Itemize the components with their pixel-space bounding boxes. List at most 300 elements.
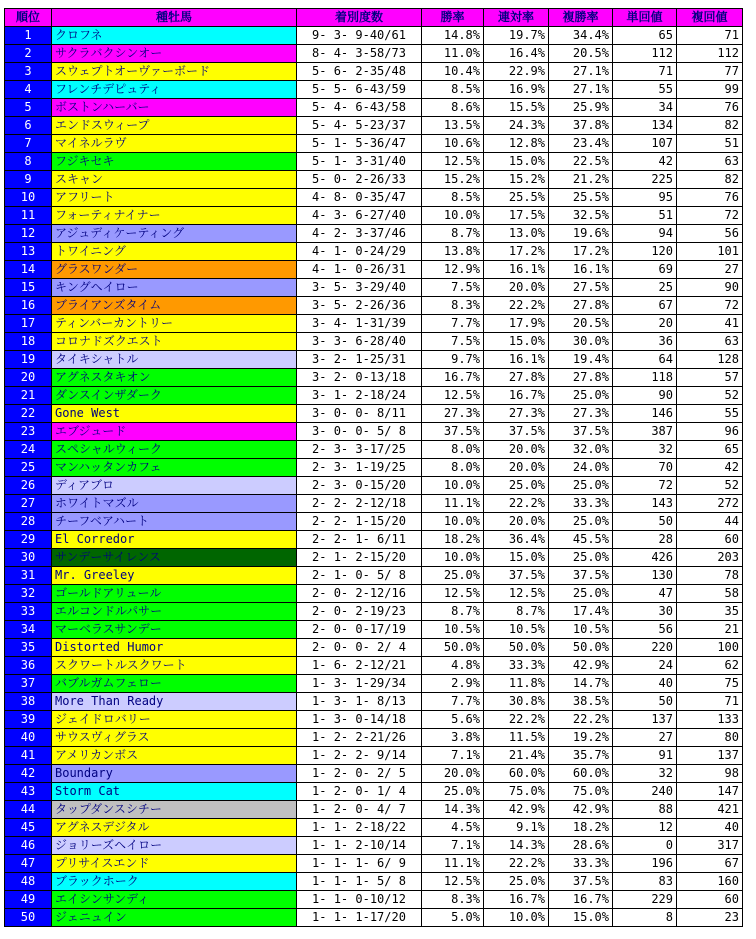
record-cell[interactable]: 4- 3- 6-27/40 — [297, 207, 422, 225]
place-rate-cell[interactable]: 36.4% — [484, 531, 549, 549]
rank-cell[interactable]: 7 — [5, 135, 52, 153]
rank-cell[interactable]: 49 — [5, 891, 52, 909]
record-cell[interactable]: 1- 3- 1- 8/13 — [297, 693, 422, 711]
show-rate-cell[interactable]: 60.0% — [549, 765, 613, 783]
show-return-cell[interactable]: 52 — [677, 387, 743, 405]
rank-cell[interactable]: 24 — [5, 441, 52, 459]
record-cell[interactable]: 1- 1- 2-10/14 — [297, 837, 422, 855]
show-return-cell[interactable]: 57 — [677, 369, 743, 387]
show-rate-cell[interactable]: 25.0% — [549, 585, 613, 603]
record-cell[interactable]: 4- 1- 0-24/29 — [297, 243, 422, 261]
win-return-cell[interactable]: 143 — [613, 495, 677, 513]
place-rate-cell[interactable]: 22.2% — [484, 495, 549, 513]
win-rate-cell[interactable]: 18.2% — [422, 531, 484, 549]
rank-cell[interactable]: 39 — [5, 711, 52, 729]
place-rate-cell[interactable]: 19.7% — [484, 27, 549, 45]
win-rate-cell[interactable]: 25.0% — [422, 783, 484, 801]
rank-cell[interactable]: 38 — [5, 693, 52, 711]
show-rate-cell[interactable]: 27.8% — [549, 297, 613, 315]
record-cell[interactable]: 4- 2- 3-37/46 — [297, 225, 422, 243]
place-rate-cell[interactable]: 9.1% — [484, 819, 549, 837]
show-return-cell[interactable]: 82 — [677, 117, 743, 135]
record-cell[interactable]: 1- 2- 0- 1/ 4 — [297, 783, 422, 801]
show-rate-cell[interactable]: 25.0% — [549, 477, 613, 495]
show-rate-cell[interactable]: 37.8% — [549, 117, 613, 135]
show-return-cell[interactable]: 52 — [677, 477, 743, 495]
place-rate-cell[interactable]: 75.0% — [484, 783, 549, 801]
place-rate-cell[interactable]: 27.8% — [484, 369, 549, 387]
show-rate-cell[interactable]: 42.9% — [549, 801, 613, 819]
win-return-cell[interactable]: 88 — [613, 801, 677, 819]
win-rate-cell[interactable]: 10.0% — [422, 477, 484, 495]
show-rate-cell[interactable]: 21.2% — [549, 171, 613, 189]
show-rate-cell[interactable]: 22.2% — [549, 711, 613, 729]
rank-cell[interactable]: 5 — [5, 99, 52, 117]
stallion-name-cell[interactable]: マンハッタンカフェ — [52, 459, 297, 477]
show-rate-cell[interactable]: 19.2% — [549, 729, 613, 747]
place-rate-cell[interactable]: 17.2% — [484, 243, 549, 261]
record-cell[interactable]: 3- 3- 6-28/40 — [297, 333, 422, 351]
stallion-name-cell[interactable]: ダンスインザダーク — [52, 387, 297, 405]
win-return-cell[interactable]: 229 — [613, 891, 677, 909]
show-return-cell[interactable]: 76 — [677, 189, 743, 207]
record-cell[interactable]: 2- 3- 1-19/25 — [297, 459, 422, 477]
stallion-name-cell[interactable]: Storm Cat — [52, 783, 297, 801]
stallion-name-cell[interactable]: エブジュード — [52, 423, 297, 441]
win-return-cell[interactable]: 137 — [613, 711, 677, 729]
win-return-cell[interactable]: 42 — [613, 153, 677, 171]
show-rate-cell[interactable]: 27.5% — [549, 279, 613, 297]
place-rate-cell[interactable]: 16.4% — [484, 45, 549, 63]
win-return-cell[interactable]: 12 — [613, 819, 677, 837]
place-rate-cell[interactable]: 25.5% — [484, 189, 549, 207]
win-rate-cell[interactable]: 8.3% — [422, 891, 484, 909]
show-return-cell[interactable]: 75 — [677, 675, 743, 693]
win-return-cell[interactable]: 134 — [613, 117, 677, 135]
rank-cell[interactable]: 15 — [5, 279, 52, 297]
show-return-cell[interactable]: 63 — [677, 153, 743, 171]
win-rate-cell[interactable]: 11.1% — [422, 495, 484, 513]
rank-cell[interactable]: 13 — [5, 243, 52, 261]
win-rate-cell[interactable]: 3.8% — [422, 729, 484, 747]
record-cell[interactable]: 3- 2- 1-25/31 — [297, 351, 422, 369]
show-rate-cell[interactable]: 25.5% — [549, 189, 613, 207]
win-return-cell[interactable]: 118 — [613, 369, 677, 387]
stallion-name-cell[interactable]: ブライアンズタイム — [52, 297, 297, 315]
record-cell[interactable]: 3- 4- 1-31/39 — [297, 315, 422, 333]
place-rate-cell[interactable]: 21.4% — [484, 747, 549, 765]
rank-cell[interactable]: 23 — [5, 423, 52, 441]
rank-cell[interactable]: 4 — [5, 81, 52, 99]
rank-cell[interactable]: 16 — [5, 297, 52, 315]
win-rate-cell[interactable]: 7.5% — [422, 333, 484, 351]
stallion-name-cell[interactable]: チーフベアハート — [52, 513, 297, 531]
place-rate-cell[interactable]: 8.7% — [484, 603, 549, 621]
win-rate-cell[interactable]: 25.0% — [422, 567, 484, 585]
stallion-name-cell[interactable]: クロフネ — [52, 27, 297, 45]
place-rate-cell[interactable]: 11.5% — [484, 729, 549, 747]
stallion-name-cell[interactable]: プリサイスエンド — [52, 855, 297, 873]
win-return-cell[interactable]: 51 — [613, 207, 677, 225]
stallion-name-cell[interactable]: アジュディケーティング — [52, 225, 297, 243]
show-return-cell[interactable]: 21 — [677, 621, 743, 639]
place-rate-cell[interactable]: 60.0% — [484, 765, 549, 783]
show-return-cell[interactable]: 98 — [677, 765, 743, 783]
place-rate-cell[interactable]: 37.5% — [484, 423, 549, 441]
place-rate-cell[interactable]: 15.0% — [484, 333, 549, 351]
rank-cell[interactable]: 40 — [5, 729, 52, 747]
show-rate-cell[interactable]: 27.1% — [549, 81, 613, 99]
rank-cell[interactable]: 29 — [5, 531, 52, 549]
win-return-cell[interactable]: 146 — [613, 405, 677, 423]
rank-cell[interactable]: 30 — [5, 549, 52, 567]
stallion-name-cell[interactable]: コロナドズクエスト — [52, 333, 297, 351]
stallion-name-cell[interactable]: サンデーサイレンス — [52, 549, 297, 567]
stallion-name-cell[interactable]: サウスヴィグラス — [52, 729, 297, 747]
record-cell[interactable]: 4- 1- 0-26/31 — [297, 261, 422, 279]
stallion-name-cell[interactable]: ジェニュイン — [52, 909, 297, 927]
record-cell[interactable]: 2- 3- 3-17/25 — [297, 441, 422, 459]
win-rate-cell[interactable]: 8.6% — [422, 99, 484, 117]
show-return-cell[interactable]: 90 — [677, 279, 743, 297]
stallion-name-cell[interactable]: Gone West — [52, 405, 297, 423]
record-cell[interactable]: 1- 1- 1- 5/ 8 — [297, 873, 422, 891]
header-stallion[interactable]: 種牡馬 — [52, 9, 297, 27]
stallion-name-cell[interactable]: ボストンハーバー — [52, 99, 297, 117]
stallion-name-cell[interactable]: タップダンスシチー — [52, 801, 297, 819]
rank-cell[interactable]: 43 — [5, 783, 52, 801]
record-cell[interactable]: 8- 4- 3-58/73 — [297, 45, 422, 63]
record-cell[interactable]: 1- 2- 0- 4/ 7 — [297, 801, 422, 819]
show-return-cell[interactable]: 272 — [677, 495, 743, 513]
record-cell[interactable]: 1- 2- 2-21/26 — [297, 729, 422, 747]
rank-cell[interactable]: 1 — [5, 27, 52, 45]
record-cell[interactable]: 2- 0- 2-19/23 — [297, 603, 422, 621]
show-return-cell[interactable]: 147 — [677, 783, 743, 801]
win-return-cell[interactable]: 90 — [613, 387, 677, 405]
win-return-cell[interactable]: 225 — [613, 171, 677, 189]
record-cell[interactable]: 5- 1- 3-31/40 — [297, 153, 422, 171]
show-rate-cell[interactable]: 27.3% — [549, 405, 613, 423]
record-cell[interactable]: 3- 0- 0- 5/ 8 — [297, 423, 422, 441]
show-rate-cell[interactable]: 50.0% — [549, 639, 613, 657]
win-return-cell[interactable]: 34 — [613, 99, 677, 117]
stallion-name-cell[interactable]: マーベラスサンデー — [52, 621, 297, 639]
show-rate-cell[interactable]: 27.1% — [549, 63, 613, 81]
record-cell[interactable]: 5- 5- 6-43/59 — [297, 81, 422, 99]
stallion-name-cell[interactable]: トワイニング — [52, 243, 297, 261]
win-return-cell[interactable]: 27 — [613, 729, 677, 747]
show-return-cell[interactable]: 77 — [677, 63, 743, 81]
win-return-cell[interactable]: 426 — [613, 549, 677, 567]
win-rate-cell[interactable]: 12.5% — [422, 387, 484, 405]
show-return-cell[interactable]: 101 — [677, 243, 743, 261]
win-rate-cell[interactable]: 7.5% — [422, 279, 484, 297]
win-rate-cell[interactable]: 10.5% — [422, 621, 484, 639]
show-return-cell[interactable]: 112 — [677, 45, 743, 63]
rank-cell[interactable]: 48 — [5, 873, 52, 891]
rank-cell[interactable]: 22 — [5, 405, 52, 423]
show-rate-cell[interactable]: 19.4% — [549, 351, 613, 369]
stallion-name-cell[interactable]: ジョリーズヘイロー — [52, 837, 297, 855]
place-rate-cell[interactable]: 20.0% — [484, 441, 549, 459]
show-return-cell[interactable]: 40 — [677, 819, 743, 837]
win-rate-cell[interactable]: 7.7% — [422, 315, 484, 333]
win-return-cell[interactable]: 32 — [613, 765, 677, 783]
win-rate-cell[interactable]: 8.7% — [422, 603, 484, 621]
rank-cell[interactable]: 6 — [5, 117, 52, 135]
place-rate-cell[interactable]: 33.3% — [484, 657, 549, 675]
show-rate-cell[interactable]: 17.2% — [549, 243, 613, 261]
win-rate-cell[interactable]: 8.5% — [422, 189, 484, 207]
win-rate-cell[interactable]: 10.6% — [422, 135, 484, 153]
win-rate-cell[interactable]: 8.3% — [422, 297, 484, 315]
show-return-cell[interactable]: 58 — [677, 585, 743, 603]
win-return-cell[interactable]: 0 — [613, 837, 677, 855]
show-return-cell[interactable]: 96 — [677, 423, 743, 441]
win-return-cell[interactable]: 25 — [613, 279, 677, 297]
win-return-cell[interactable]: 95 — [613, 189, 677, 207]
show-return-cell[interactable]: 82 — [677, 171, 743, 189]
show-rate-cell[interactable]: 25.0% — [549, 387, 613, 405]
place-rate-cell[interactable]: 27.3% — [484, 405, 549, 423]
record-cell[interactable]: 1- 6- 2-12/21 — [297, 657, 422, 675]
show-rate-cell[interactable]: 27.8% — [549, 369, 613, 387]
win-return-cell[interactable]: 94 — [613, 225, 677, 243]
show-rate-cell[interactable]: 37.5% — [549, 423, 613, 441]
rank-cell[interactable]: 44 — [5, 801, 52, 819]
place-rate-cell[interactable]: 22.2% — [484, 711, 549, 729]
rank-cell[interactable]: 11 — [5, 207, 52, 225]
show-return-cell[interactable]: 137 — [677, 747, 743, 765]
win-return-cell[interactable]: 83 — [613, 873, 677, 891]
stallion-name-cell[interactable]: ゴールドアリュール — [52, 585, 297, 603]
rank-cell[interactable]: 10 — [5, 189, 52, 207]
win-return-cell[interactable]: 20 — [613, 315, 677, 333]
record-cell[interactable]: 1- 1- 1-17/20 — [297, 909, 422, 927]
record-cell[interactable]: 2- 2- 1-15/20 — [297, 513, 422, 531]
rank-cell[interactable]: 17 — [5, 315, 52, 333]
place-rate-cell[interactable]: 50.0% — [484, 639, 549, 657]
win-rate-cell[interactable]: 4.8% — [422, 657, 484, 675]
rank-cell[interactable]: 18 — [5, 333, 52, 351]
rank-cell[interactable]: 26 — [5, 477, 52, 495]
show-return-cell[interactable]: 80 — [677, 729, 743, 747]
show-return-cell[interactable]: 160 — [677, 873, 743, 891]
stallion-name-cell[interactable]: El Corredor — [52, 531, 297, 549]
win-return-cell[interactable]: 69 — [613, 261, 677, 279]
place-rate-cell[interactable]: 12.5% — [484, 585, 549, 603]
rank-cell[interactable]: 37 — [5, 675, 52, 693]
show-return-cell[interactable]: 65 — [677, 441, 743, 459]
show-return-cell[interactable]: 421 — [677, 801, 743, 819]
stallion-name-cell[interactable]: フレンチデピュティ — [52, 81, 297, 99]
place-rate-cell[interactable]: 20.0% — [484, 513, 549, 531]
show-rate-cell[interactable]: 14.7% — [549, 675, 613, 693]
show-rate-cell[interactable]: 25.9% — [549, 99, 613, 117]
record-cell[interactable]: 1- 2- 2- 9/14 — [297, 747, 422, 765]
record-cell[interactable]: 5- 1- 5-36/47 — [297, 135, 422, 153]
win-rate-cell[interactable]: 16.7% — [422, 369, 484, 387]
win-return-cell[interactable]: 196 — [613, 855, 677, 873]
rank-cell[interactable]: 25 — [5, 459, 52, 477]
header-win-return[interactable]: 単回値 — [613, 9, 677, 27]
place-rate-cell[interactable]: 12.8% — [484, 135, 549, 153]
win-return-cell[interactable]: 71 — [613, 63, 677, 81]
show-rate-cell[interactable]: 20.5% — [549, 315, 613, 333]
place-rate-cell[interactable]: 17.9% — [484, 315, 549, 333]
win-rate-cell[interactable]: 7.1% — [422, 747, 484, 765]
place-rate-cell[interactable]: 11.8% — [484, 675, 549, 693]
show-return-cell[interactable]: 60 — [677, 531, 743, 549]
win-rate-cell[interactable]: 2.9% — [422, 675, 484, 693]
show-return-cell[interactable]: 63 — [677, 333, 743, 351]
place-rate-cell[interactable]: 16.9% — [484, 81, 549, 99]
show-rate-cell[interactable]: 37.5% — [549, 567, 613, 585]
show-return-cell[interactable]: 71 — [677, 27, 743, 45]
header-rank[interactable]: 順位 — [5, 9, 52, 27]
win-rate-cell[interactable]: 8.0% — [422, 459, 484, 477]
win-rate-cell[interactable]: 10.4% — [422, 63, 484, 81]
place-rate-cell[interactable]: 17.5% — [484, 207, 549, 225]
show-rate-cell[interactable]: 32.5% — [549, 207, 613, 225]
place-rate-cell[interactable]: 15.2% — [484, 171, 549, 189]
stallion-name-cell[interactable]: スウェプトオーヴァーボード — [52, 63, 297, 81]
stallion-name-cell[interactable]: Boundary — [52, 765, 297, 783]
win-rate-cell[interactable]: 14.8% — [422, 27, 484, 45]
win-return-cell[interactable]: 47 — [613, 585, 677, 603]
record-cell[interactable]: 2- 1- 2-15/20 — [297, 549, 422, 567]
stallion-name-cell[interactable]: スペシャルウィーク — [52, 441, 297, 459]
show-rate-cell[interactable]: 75.0% — [549, 783, 613, 801]
rank-cell[interactable]: 33 — [5, 603, 52, 621]
rank-cell[interactable]: 50 — [5, 909, 52, 927]
record-cell[interactable]: 2- 3- 0-15/20 — [297, 477, 422, 495]
show-rate-cell[interactable]: 45.5% — [549, 531, 613, 549]
win-rate-cell[interactable]: 12.5% — [422, 585, 484, 603]
win-return-cell[interactable]: 24 — [613, 657, 677, 675]
rank-cell[interactable]: 41 — [5, 747, 52, 765]
stallion-name-cell[interactable]: エイシンサンディ — [52, 891, 297, 909]
show-rate-cell[interactable]: 17.4% — [549, 603, 613, 621]
show-rate-cell[interactable]: 25.0% — [549, 549, 613, 567]
rank-cell[interactable]: 21 — [5, 387, 52, 405]
place-rate-cell[interactable]: 10.0% — [484, 909, 549, 927]
win-rate-cell[interactable]: 9.7% — [422, 351, 484, 369]
win-rate-cell[interactable]: 8.5% — [422, 81, 484, 99]
win-return-cell[interactable]: 120 — [613, 243, 677, 261]
win-rate-cell[interactable]: 13.5% — [422, 117, 484, 135]
place-rate-cell[interactable]: 20.0% — [484, 279, 549, 297]
win-rate-cell[interactable]: 4.5% — [422, 819, 484, 837]
rank-cell[interactable]: 28 — [5, 513, 52, 531]
stallion-name-cell[interactable]: スキャン — [52, 171, 297, 189]
record-cell[interactable]: 9- 3- 9-40/61 — [297, 27, 422, 45]
header-place-rate[interactable]: 連対率 — [484, 9, 549, 27]
place-rate-cell[interactable]: 22.9% — [484, 63, 549, 81]
stallion-name-cell[interactable]: フォーティナイナー — [52, 207, 297, 225]
rank-cell[interactable]: 14 — [5, 261, 52, 279]
place-rate-cell[interactable]: 25.0% — [484, 873, 549, 891]
record-cell[interactable]: 4- 8- 0-35/47 — [297, 189, 422, 207]
record-cell[interactable]: 2- 1- 0- 5/ 8 — [297, 567, 422, 585]
stallion-name-cell[interactable]: フジキセキ — [52, 153, 297, 171]
win-rate-cell[interactable]: 50.0% — [422, 639, 484, 657]
show-return-cell[interactable]: 27 — [677, 261, 743, 279]
show-rate-cell[interactable]: 24.0% — [549, 459, 613, 477]
place-rate-cell[interactable]: 30.8% — [484, 693, 549, 711]
win-return-cell[interactable]: 30 — [613, 603, 677, 621]
win-rate-cell[interactable]: 37.5% — [422, 423, 484, 441]
win-return-cell[interactable]: 64 — [613, 351, 677, 369]
show-return-cell[interactable]: 71 — [677, 693, 743, 711]
win-return-cell[interactable]: 36 — [613, 333, 677, 351]
place-rate-cell[interactable]: 14.3% — [484, 837, 549, 855]
stallion-name-cell[interactable]: Mr. Greeley — [52, 567, 297, 585]
stallion-name-cell[interactable]: サクラバクシンオー — [52, 45, 297, 63]
win-rate-cell[interactable]: 5.6% — [422, 711, 484, 729]
win-return-cell[interactable]: 40 — [613, 675, 677, 693]
place-rate-cell[interactable]: 22.2% — [484, 855, 549, 873]
rank-cell[interactable]: 3 — [5, 63, 52, 81]
record-cell[interactable]: 2- 0- 2-12/16 — [297, 585, 422, 603]
win-return-cell[interactable]: 91 — [613, 747, 677, 765]
place-rate-cell[interactable]: 15.0% — [484, 549, 549, 567]
stallion-name-cell[interactable]: ディアブロ — [52, 477, 297, 495]
show-rate-cell[interactable]: 33.3% — [549, 855, 613, 873]
rank-cell[interactable]: 46 — [5, 837, 52, 855]
show-return-cell[interactable]: 72 — [677, 297, 743, 315]
win-rate-cell[interactable]: 15.2% — [422, 171, 484, 189]
win-return-cell[interactable]: 387 — [613, 423, 677, 441]
show-return-cell[interactable]: 67 — [677, 855, 743, 873]
stallion-name-cell[interactable]: ブラックホーク — [52, 873, 297, 891]
place-rate-cell[interactable]: 13.0% — [484, 225, 549, 243]
show-rate-cell[interactable]: 22.5% — [549, 153, 613, 171]
rank-cell[interactable]: 34 — [5, 621, 52, 639]
win-return-cell[interactable]: 130 — [613, 567, 677, 585]
place-rate-cell[interactable]: 16.1% — [484, 351, 549, 369]
header-show-rate[interactable]: 複勝率 — [549, 9, 613, 27]
place-rate-cell[interactable]: 37.5% — [484, 567, 549, 585]
record-cell[interactable]: 1- 3- 1-29/34 — [297, 675, 422, 693]
show-rate-cell[interactable]: 19.6% — [549, 225, 613, 243]
show-return-cell[interactable]: 76 — [677, 99, 743, 117]
place-rate-cell[interactable]: 24.3% — [484, 117, 549, 135]
place-rate-cell[interactable]: 15.5% — [484, 99, 549, 117]
record-cell[interactable]: 3- 1- 2-18/24 — [297, 387, 422, 405]
rank-cell[interactable]: 12 — [5, 225, 52, 243]
rank-cell[interactable]: 2 — [5, 45, 52, 63]
place-rate-cell[interactable]: 16.1% — [484, 261, 549, 279]
win-rate-cell[interactable]: 12.9% — [422, 261, 484, 279]
stallion-name-cell[interactable]: エンドスウィープ — [52, 117, 297, 135]
record-cell[interactable]: 3- 0- 0- 8/11 — [297, 405, 422, 423]
stallion-name-cell[interactable]: ホワイトマズル — [52, 495, 297, 513]
place-rate-cell[interactable]: 15.0% — [484, 153, 549, 171]
place-rate-cell[interactable]: 20.0% — [484, 459, 549, 477]
show-rate-cell[interactable]: 18.2% — [549, 819, 613, 837]
show-return-cell[interactable]: 133 — [677, 711, 743, 729]
place-rate-cell[interactable]: 10.5% — [484, 621, 549, 639]
win-rate-cell[interactable]: 14.3% — [422, 801, 484, 819]
record-cell[interactable]: 1- 1- 0-10/12 — [297, 891, 422, 909]
win-return-cell[interactable]: 55 — [613, 81, 677, 99]
stallion-name-cell[interactable]: アメリカンボス — [52, 747, 297, 765]
win-return-cell[interactable]: 240 — [613, 783, 677, 801]
win-return-cell[interactable]: 56 — [613, 621, 677, 639]
win-return-cell[interactable]: 65 — [613, 27, 677, 45]
